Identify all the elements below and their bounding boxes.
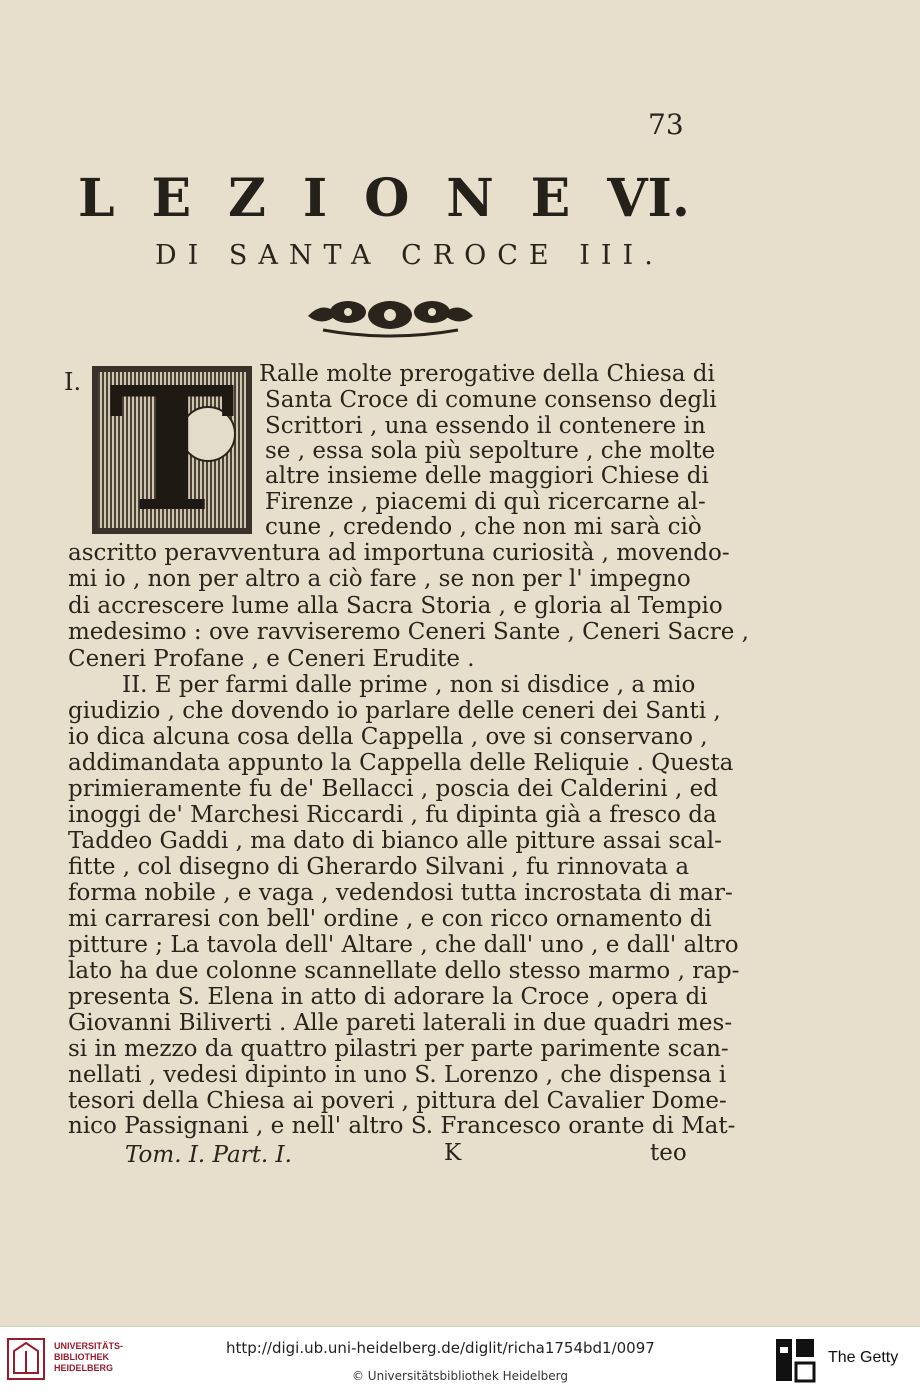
text-line: addimandata appunto la Cappella delle Reliquie . Questa [68, 750, 734, 776]
text-line: Santa Croce di comune consenso degli [265, 387, 717, 413]
ornament-icon [303, 292, 478, 338]
title-letter: E [530, 168, 571, 229]
partner-name: The Getty [828, 1349, 899, 1366]
title-letter: L [78, 168, 115, 229]
title-letter: I [302, 168, 328, 229]
chapter-subtitle: DI SANTA CROCE III. [155, 240, 664, 271]
text-line: presenta S. Elena in atto di adorare la Croce , opera di [68, 984, 708, 1010]
title-letter: N [446, 168, 494, 229]
text-line: tesori della Chiesa ai poveri , pittura del Cavalier Dome- [68, 1088, 727, 1114]
title-letter: O [364, 168, 410, 229]
text-line: altre insieme delle maggiori Chiese di [265, 463, 709, 489]
text-line: medesimo : ove ravviseremo Ceneri Sante , Ceneri Sacre , [68, 619, 749, 645]
text-line: cune , credendo , che non mi sarà ciò [265, 514, 702, 540]
text-line: lato ha due colonne scannellate dello stesso marmo , rap- [68, 958, 740, 984]
text-line: pitture ; La tavola dell' Altare , che dall' uno , e dall' altro [68, 932, 739, 958]
catchword: teo [650, 1140, 687, 1166]
title-letter: E [151, 168, 192, 229]
permalink[interactable]: http://digi.ub.uni-heidelberg.de/diglit/richa1754bd1/0097 [226, 1339, 655, 1357]
initial-letter: T [108, 350, 236, 550]
text-line: mi io , non per altro a ciò fare , se non per l' impegno [68, 566, 691, 592]
page-number: 73 [648, 108, 684, 141]
text-line: fitte , col disegno di Gherardo Silvani , fu rinnovata a [68, 854, 690, 880]
title-letter: VI. [607, 168, 690, 229]
chapter-title [78, 168, 690, 229]
section-number: I. [64, 368, 82, 396]
text-line: si in mezzo da quattro pilastri per parte parimente scan- [68, 1036, 729, 1062]
text-line: mi carraresi con bell' ordine , e con ricco ornamento di [68, 906, 712, 932]
getty-logo-icon [774, 1337, 816, 1383]
volume-reference: Tom. I. Part. I. [125, 1142, 292, 1168]
text-line: nico Passignani , e nell' altro S. Francesco orante di Mat- [68, 1113, 736, 1139]
text-line: forma nobile , e vaga , vedendosi tutta incrostata di mar- [68, 880, 733, 906]
text-line: Firenze , piacemi di quì ricercarne al- [265, 489, 706, 515]
text-line: giudizio , che dovendo io parlare delle ceneri dei Santi , [68, 698, 721, 724]
text-line: ascritto peravventura ad importuna curiosità , movendo- [68, 540, 730, 566]
text-line: Taddeo Gaddi , ma dato di bianco alle pitture assai scal- [68, 828, 722, 854]
viewer-footer [0, 1326, 920, 1394]
text-line: di accrescere lume alla Sacra Storia , e gloria al Tempio [68, 593, 723, 619]
text-line: se , essa sola più sepolture , che molte [265, 438, 716, 464]
text-line: Giovanni Biliverti . Alle pareti laterali in due quadri mes- [68, 1010, 733, 1036]
text-line: II. E per farmi dalle prime , non si disdice , a mio [122, 672, 696, 698]
text-line: Ceneri Profane , e Ceneri Erudite . [68, 646, 475, 672]
text-line: primieramente fu de' Bellacci , poscia dei Calderini , ed [68, 776, 718, 802]
signature-mark: K [444, 1140, 462, 1166]
text-line: nellati , vedesi dipinto in uno S. Lorenzo , che dispensa i [68, 1062, 727, 1088]
institution-name: UNIVERSITÄTS- BIBLIOTHEK HEIDELBERG [54, 1341, 124, 1373]
text-line: Ralle molte prerogative della Chiesa di [259, 361, 715, 387]
text-line: inoggi de' Marchesi Riccardi , fu dipinta già a fresco da [68, 802, 717, 828]
title-letter: Z [227, 168, 266, 229]
text-line: Scrittori , una essendo il contenere in [265, 413, 706, 439]
copyright-notice: © Universitätsbibliothek Heidelberg [351, 1369, 568, 1383]
decorated-initial [92, 350, 252, 550]
text-line: io dica alcuna cosa della Cappella , ove si conservano , [68, 724, 708, 750]
